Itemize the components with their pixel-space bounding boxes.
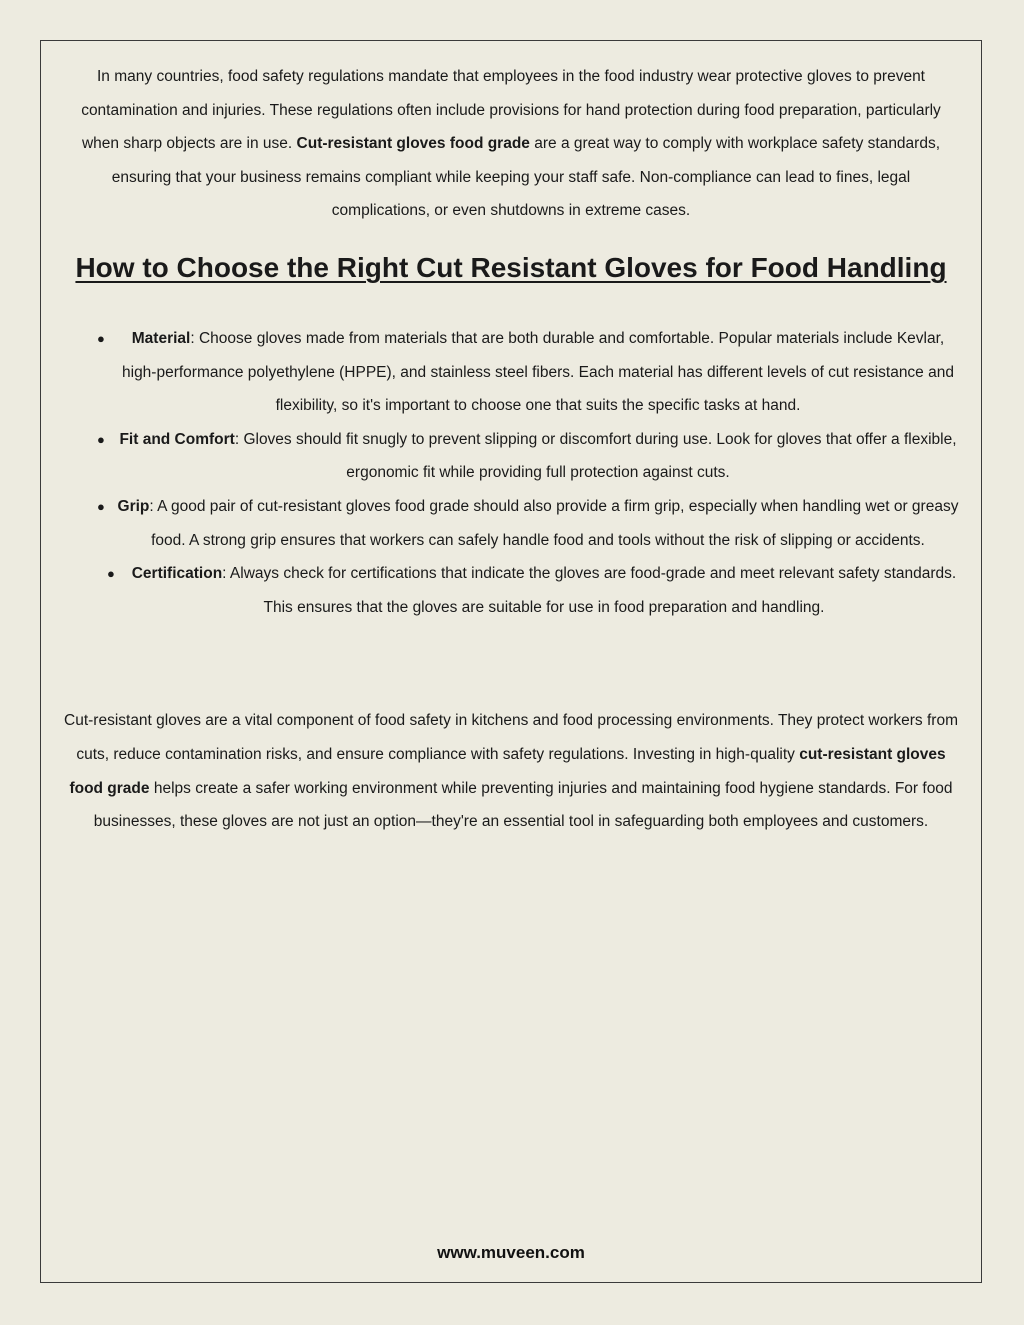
list-item-material xyxy=(63,322,959,423)
list-item-fit-and-comfort xyxy=(63,423,959,490)
bullet-icon: ● xyxy=(97,330,105,346)
bullet-term: Material xyxy=(131,329,191,347)
section-heading: How to Choose the Right Cut Resistant Gloves for Food Handling xyxy=(75,251,947,283)
list-item-certification xyxy=(63,557,959,624)
bullet-text: : A good pair of cut-resistant gloves food grade should also provide a firm grip, especially when handling wet or greasy food. A strong grip ensures that workers can safely handle food and tools without the risk of slipping or accidents. xyxy=(149,497,959,549)
list-item-grip xyxy=(63,490,959,557)
bullet-term: Grip xyxy=(117,497,150,515)
bullet-icon: ● xyxy=(97,498,105,514)
document-body xyxy=(63,60,959,839)
bullet-text: : Choose gloves made from materials that are both durable and comfortable. Popular materials include Kevlar, high-performance polyethylene (HPPE), and stainless steel fibers. Each material has different levels of cut resistance and flexibility, so it's important to choose one that suits the specific tasks at hand. xyxy=(122,329,954,415)
bullet-icon: ● xyxy=(97,431,105,447)
intro-paragraph xyxy=(63,60,959,228)
bullet-text: : Always check for certifications that indicate the gloves are food-grade and meet relevant safety standards. This ensures that the gloves are suitable for use in food preparation and handling. xyxy=(222,565,957,616)
summary-text-before: Cut-resistant gloves are a vital component of food safety in kitchens and food processing environments. They protect workers from cuts, reduce contamination risks, and ensure compliance with safety regulations. Investing in high-quality xyxy=(64,712,958,763)
footer-website-link[interactable]: www.muveen.com xyxy=(437,1243,585,1262)
page-frame xyxy=(40,40,982,1283)
summary-paragraph xyxy=(63,704,959,838)
bullet-icon: ● xyxy=(107,566,115,582)
summary-text-after: helps create a safer working environment while preventing injuries and maintaining food hygiene standards. For food businesses, these gloves are not just an option—they're an essential tool in safeguarding both employees and customers. xyxy=(93,779,953,831)
bullet-term: Certification xyxy=(131,565,223,583)
criteria-list xyxy=(63,322,959,624)
bullet-text: : Gloves should fit snugly to prevent slipping or discomfort during use. Look for gloves that offer a flexible, ergonomic fit while providing full protection against cuts. xyxy=(234,430,957,482)
intro-bold-phrase: Cut-resistant gloves food grade xyxy=(296,135,530,153)
intro-text-before: In many countries, food safety regulations mandate that employees in the food industry wear protective gloves to prevent contamination and injuries. These regulations often include provisions for hand protection during food preparation, particularly when sharp objects are in use. xyxy=(81,68,941,153)
intro-text-after: are a great way to comply with workplace safety standards, ensuring that your business remains compliant while keeping your staff safe. Non-compliance can lead to fines, legal complications, or even shutdowns in extreme cases. xyxy=(111,135,941,220)
bullet-term: Fit and Comfort xyxy=(119,430,235,448)
summary-bold-phrase: cut-resistant gloves food grade xyxy=(69,745,946,797)
